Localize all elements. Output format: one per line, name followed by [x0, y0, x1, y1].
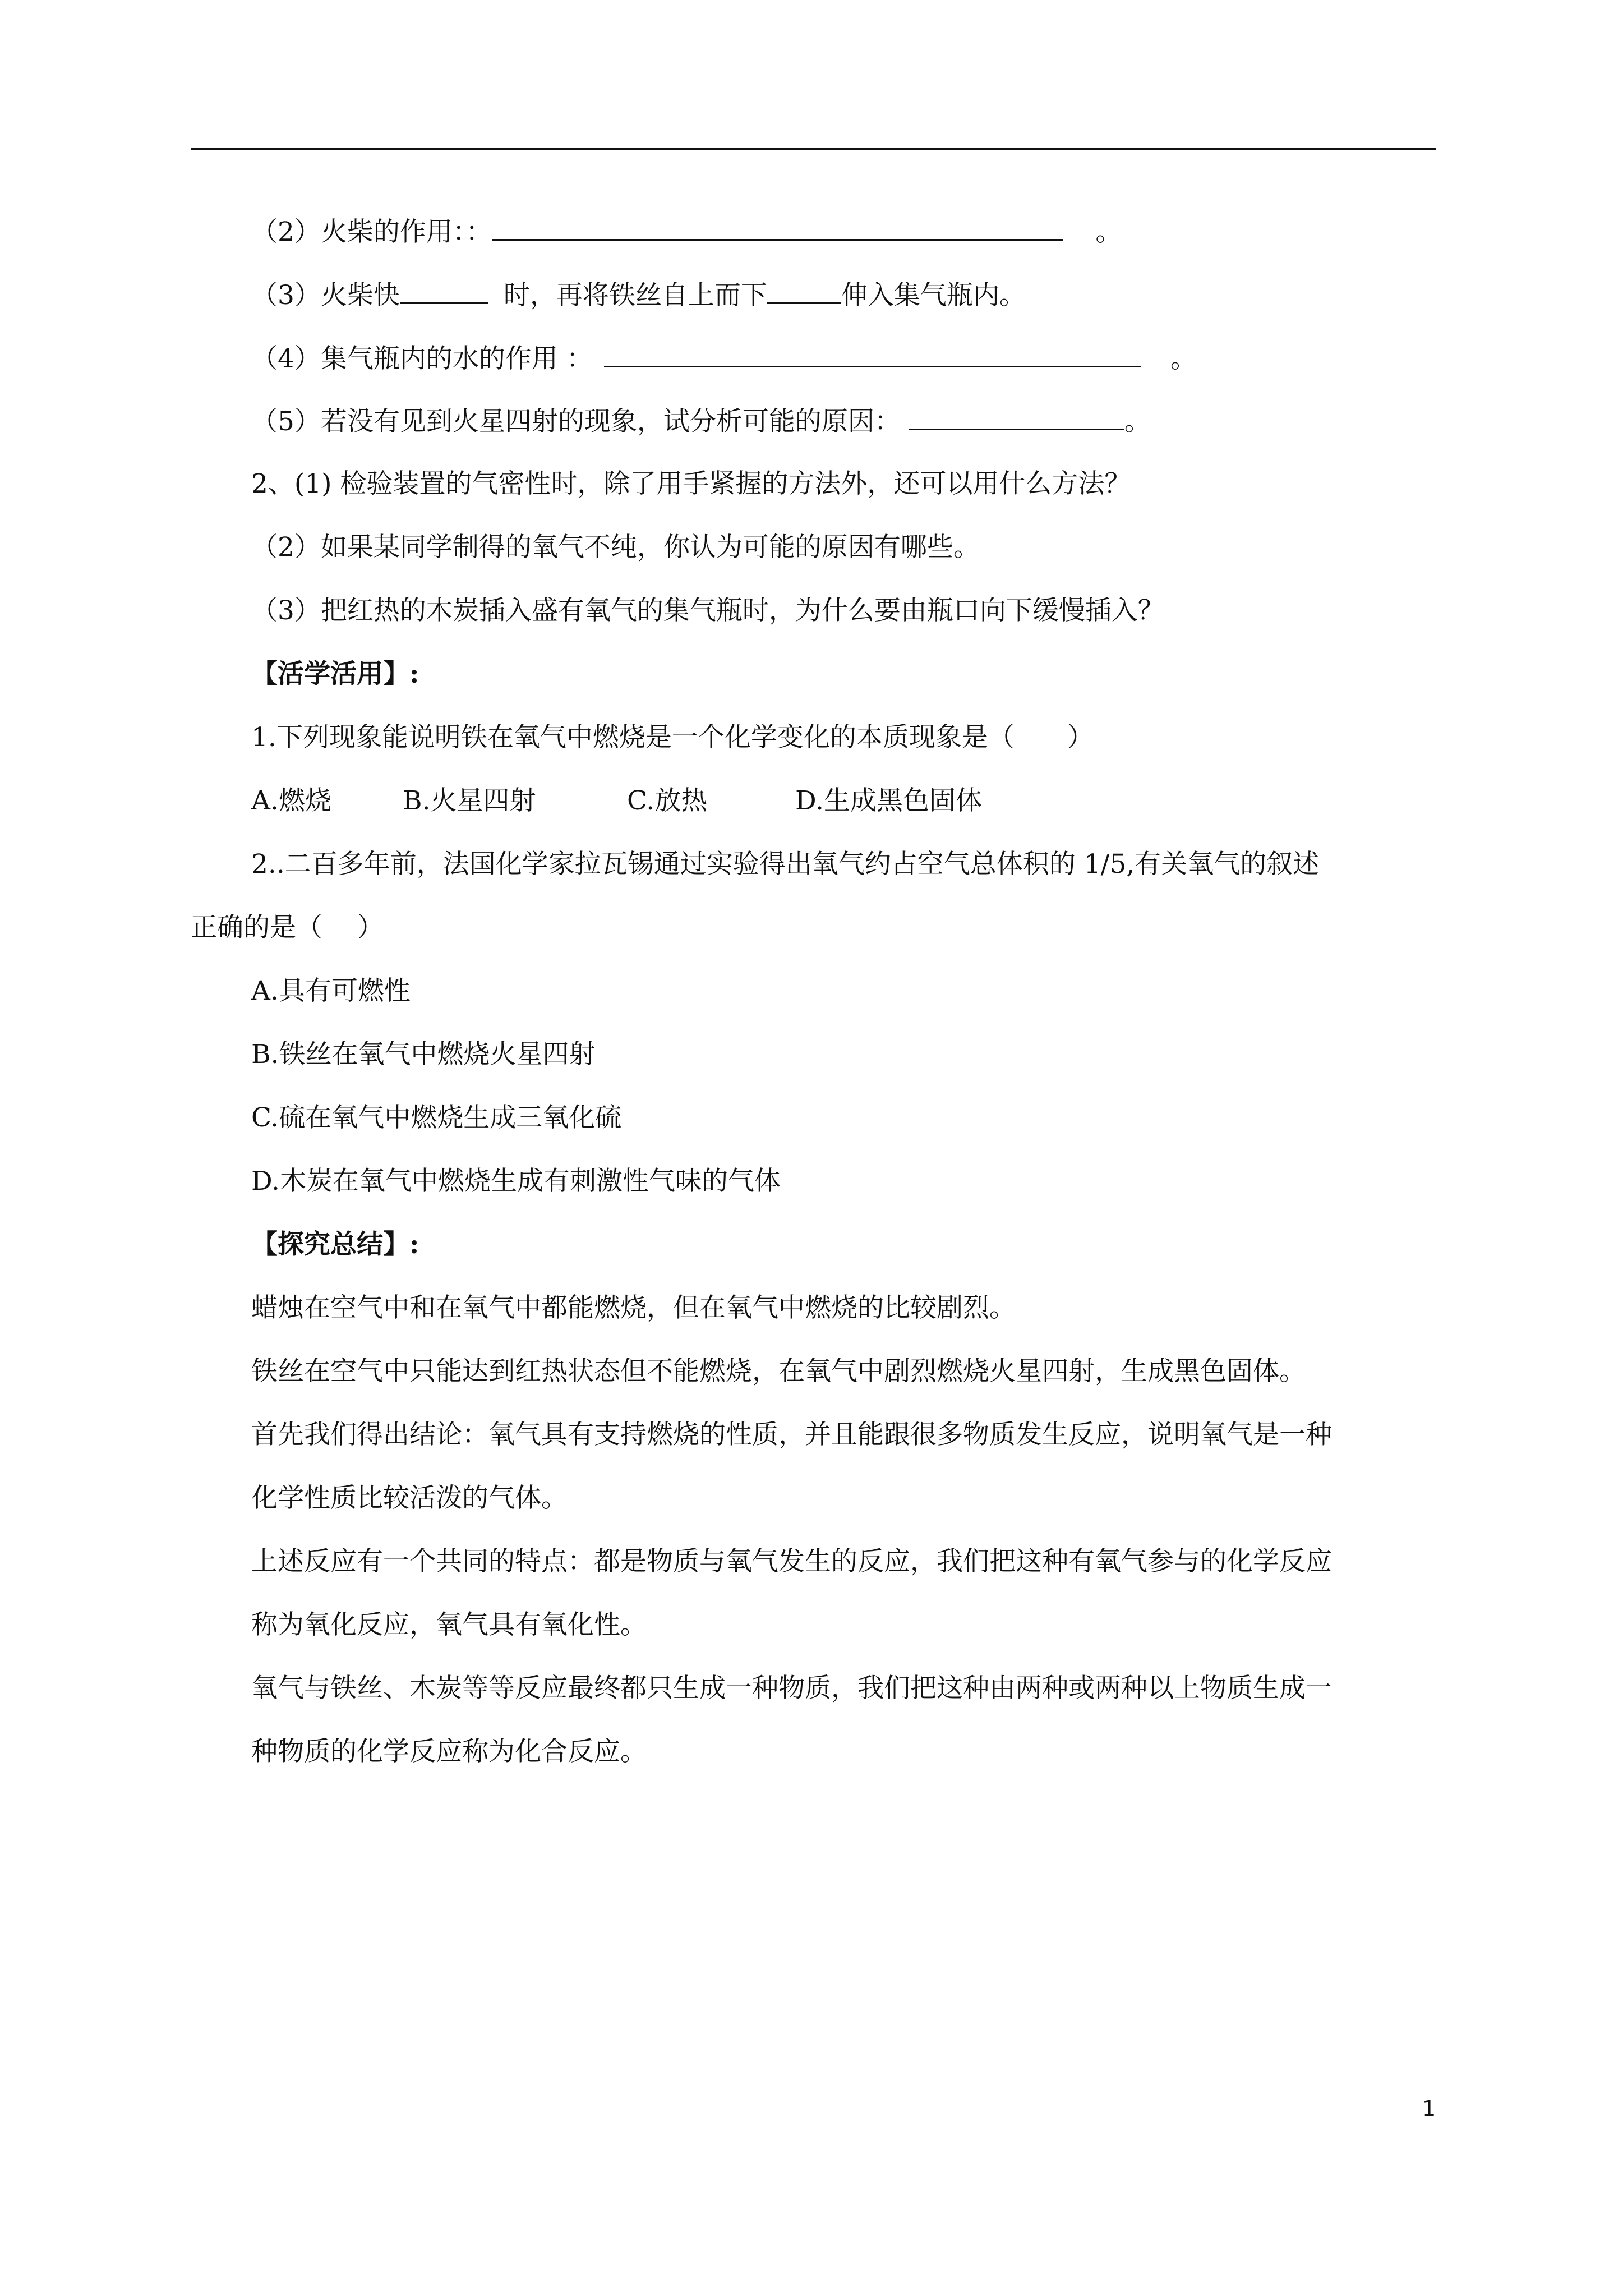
practice-question-2-option-a: A.具有可燃性: [251, 976, 411, 1006]
summary-paragraph-3-line-2: 化学性质比较活泼的气体。: [251, 1483, 568, 1513]
practice-question-2-option-c: C.硫在氧气中燃烧生成三氧化硫: [251, 1102, 622, 1133]
practice-question-2-option-d: D.木炭在氧气中燃烧生成有刺激性气味的气体: [251, 1166, 781, 1197]
question-1-3: [251, 278, 1026, 312]
option-a: A.燃烧: [251, 785, 331, 816]
summary-paragraph-2: 铁丝在空气中只能达到红热状态但不能燃烧，在氧气中剧烈燃烧火星四射，生成黑色固体。: [251, 1356, 1306, 1387]
summary-paragraph-4-line-1: 上述反应有一个共同的特点：都是物质与氧气发生的反应，我们把这种有氧气参与的化学反应: [251, 1546, 1332, 1577]
question-2-3: （3）把红热的木炭插入盛有氧气的集气瓶时，为什么要由瓶口向下缓慢插入？: [251, 595, 1164, 626]
question-text: 时，再将铁丝自上而下: [503, 280, 767, 311]
page-number: 1: [1422, 2096, 1436, 2121]
practice-question-2-line-1: 2..二百多年前，法国化学家拉瓦锡通过实验得出氧气约占空气总体积的 1/5,有关氧气的叙述: [251, 849, 1320, 880]
summary-heading: 【探究总结】:: [251, 1229, 419, 1260]
question-1-4: [251, 341, 1197, 376]
question-1-5: [251, 404, 1151, 439]
question-suffix: 。: [1095, 217, 1122, 247]
question-2-1: 2、(1) 检验装置的气密性时，除了用手紧握的方法外，还可以用什么方法？: [251, 468, 1131, 499]
question-text: （2）火柴的作用：：: [251, 217, 492, 247]
question-suffix: 。: [1124, 406, 1151, 437]
question-1-2: [251, 214, 1122, 249]
practice-question-2-option-b: B.铁丝在氧气中燃烧火星四射: [251, 1039, 596, 1070]
answer-blank: [604, 341, 1141, 367]
question-text: （5）若没有见到火星四射的现象，试分析可能的原因：: [251, 406, 901, 437]
practice-heading: 【活学活用】:: [251, 659, 419, 689]
summary-paragraph-4-line-2: 称为氧化反应，氧气具有氧化性。: [251, 1609, 647, 1640]
question-2-2: （2）如果某同学制得的氧气不纯，你认为可能的原因有哪些。: [251, 532, 980, 563]
answer-blank: [400, 278, 488, 304]
summary-paragraph-1: 蜡烛在空气中和在氧气中都能燃烧，但在氧气中燃烧的比较剧烈。: [251, 1292, 1016, 1323]
practice-question-2-line-2: 正确的是（ ）: [191, 912, 384, 943]
summary-paragraph-5-line-2: 种物质的化学反应称为化合反应。: [251, 1736, 647, 1767]
option-c: C.放热: [627, 785, 708, 816]
question-text: 伸入集气瓶内。: [841, 280, 1026, 311]
answer-blank: [767, 278, 841, 304]
summary-paragraph-3-line-1: 首先我们得出结论：氧气具有支持燃烧的性质，并且能跟很多物质发生反应，说明氧气是一种: [251, 1419, 1332, 1450]
question-text: （3）火柴快: [251, 280, 400, 311]
answer-blank: [492, 214, 1063, 241]
summary-paragraph-5-line-1: 氧气与铁丝、木炭等等反应最终都只生成一种物质，我们把这种由两种或两种以上物质生成一: [251, 1673, 1332, 1704]
option-b: B.火星四射: [403, 785, 536, 816]
practice-question-1: 1.下列现象能说明铁在氧气中燃烧是一个化学变化的本质现象是（ ）: [251, 722, 1094, 753]
option-d: D.生成黑色固体: [795, 785, 982, 816]
question-suffix: 。: [1170, 343, 1197, 374]
question-text: （4）集气瓶内的水的作用 ：: [251, 343, 593, 374]
header-rule: [191, 148, 1436, 150]
answer-blank: [909, 404, 1124, 430]
